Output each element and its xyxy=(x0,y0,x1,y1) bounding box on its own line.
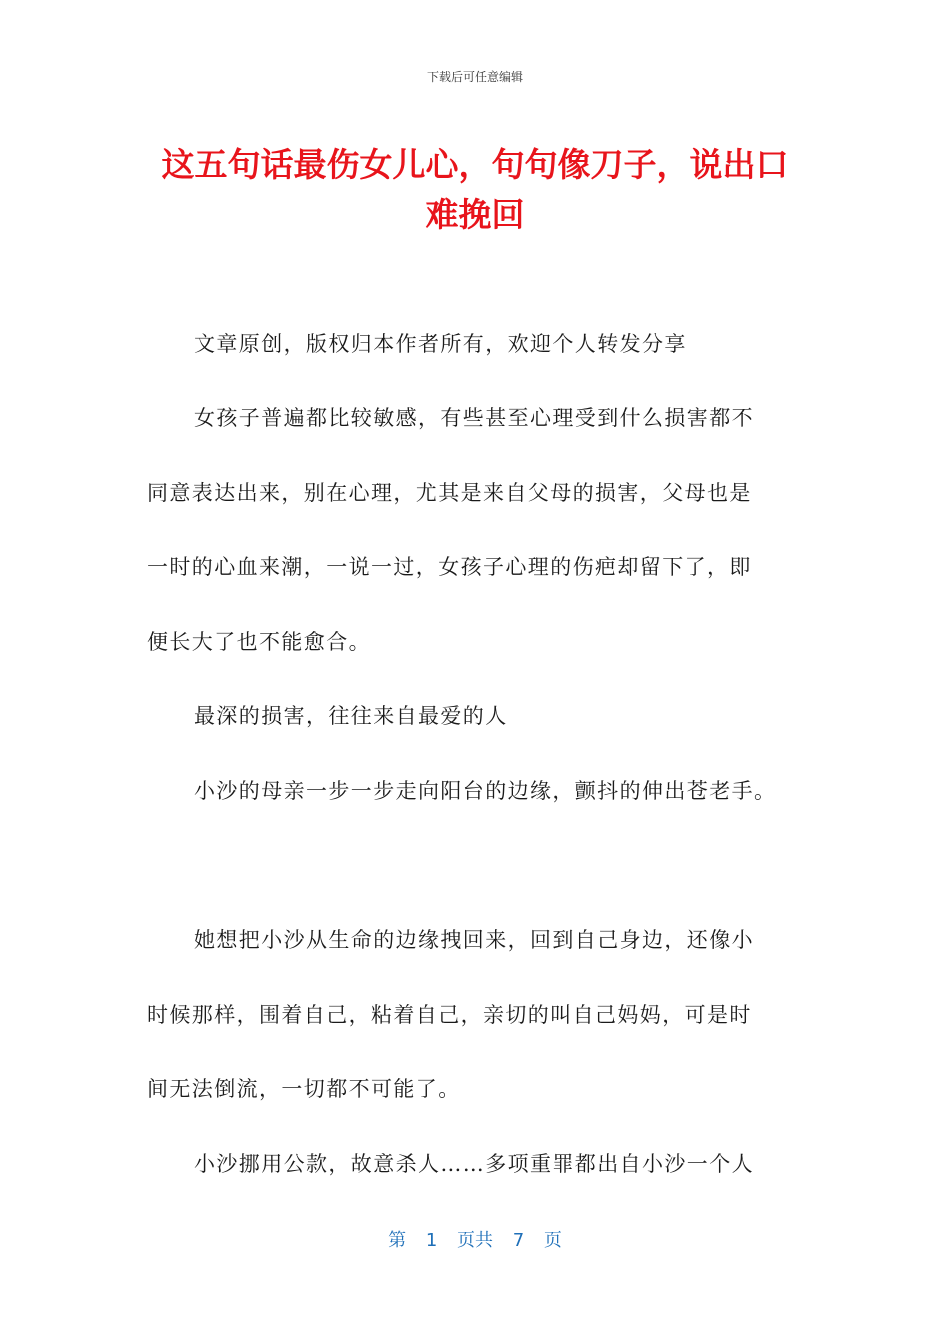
paragraph-line: 女孩子普遍都比较敏感，有些甚至心理受到什么损害都不 xyxy=(194,406,754,430)
paragraph-line: 同意表达出来，别在心理，尤其是来自父母的损害，父母也是 xyxy=(147,481,752,505)
page-footer: 第 1 页共 7 页 xyxy=(388,1230,562,1251)
title-line-1: 这五句话最伤女儿心，句句像刀子，说出口 xyxy=(161,145,789,184)
paragraph-line: 文章原创，版权归本作者所有，欢迎个人转发分享 xyxy=(194,332,687,356)
paragraph-line: 间无法倒流，一切都不可能了。 xyxy=(147,1077,461,1101)
document-title xyxy=(150,140,800,240)
paragraph-line: 她想把小沙从生命的边缘拽回来，回到自己身边，还像小 xyxy=(194,928,754,952)
paragraph-line: 最深的损害，往往来自最爱的人 xyxy=(194,704,508,728)
paragraph-line: 便长大了也不能愈合。 xyxy=(147,630,371,654)
paragraph-line: 小沙挪用公款，故意杀人……多项重罪都出自小沙一个人 xyxy=(194,1152,754,1176)
title-line-2: 难挽回 xyxy=(425,195,525,234)
header-note: 下载后可任意编辑 xyxy=(426,70,523,84)
paragraph-line: 一时的心血来潮，一说一过，女孩子心理的伤疤却留下了，即 xyxy=(147,555,752,579)
paragraph-line: 小沙的母亲一步一步走向阳台的边缘，颤抖的伸出苍老手。 xyxy=(194,779,777,803)
paragraph-line: 时候那样，围着自己，粘着自己，亲切的叫自己妈妈，可是时 xyxy=(147,1003,752,1027)
